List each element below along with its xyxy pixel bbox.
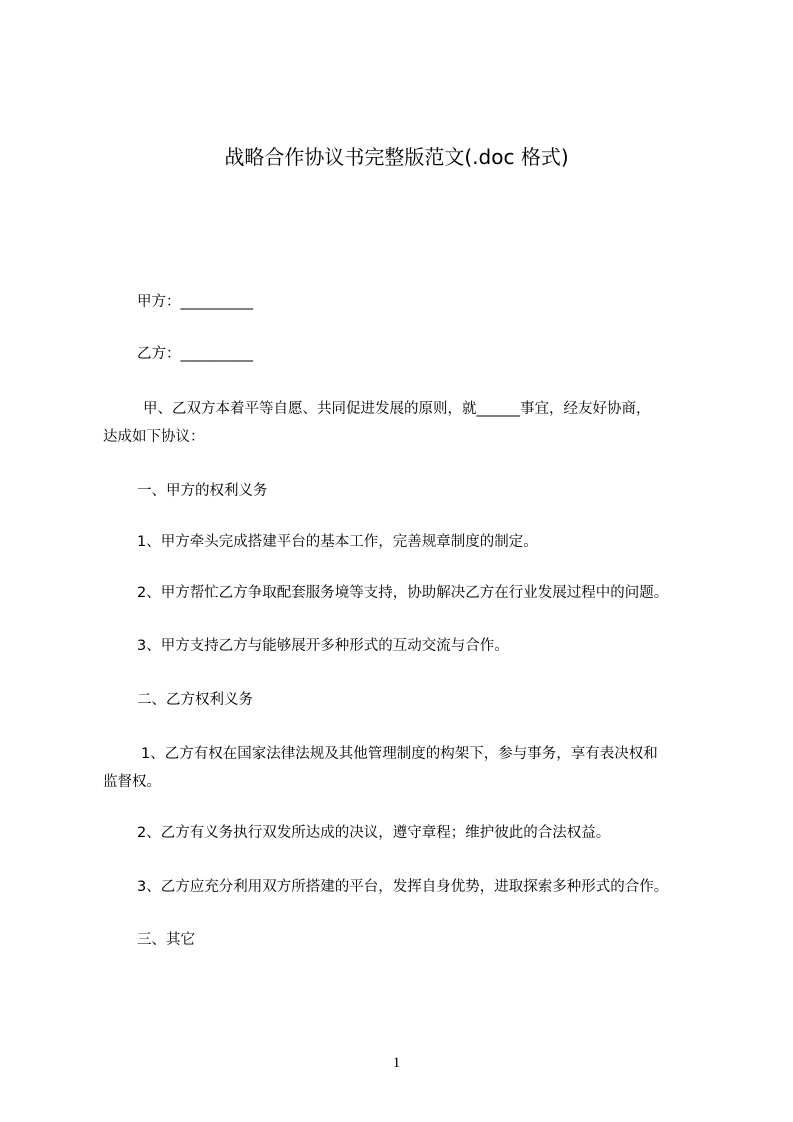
section3-heading: 三、其它 <box>137 932 195 948</box>
page-number: 1 <box>392 1055 401 1071</box>
section1-item: 2、甲方帮忙乙方争取配套服务境等支持，协助解决乙方在行业发展过程中的问题。 <box>137 585 669 601</box>
party-b-field: 乙方：__________ <box>137 346 253 362</box>
section2-heading: 二、乙方权利义务 <box>137 692 253 708</box>
intro-paragraph-line2: 达成如下协议： <box>103 429 205 445</box>
section1-heading: 一、甲方的权利义务 <box>137 483 268 499</box>
section2-item: 3、乙方应充分利用双方所搭建的平台，发挥自身优势，进取探索多种形式的合作。 <box>137 879 669 895</box>
party-a-field: 甲方：__________ <box>137 294 253 310</box>
section2-item1-line2: 监督权。 <box>103 774 161 790</box>
document-title: 战略合作协议书完整版范文(.doc 格式) <box>224 145 569 169</box>
section2-item: 2、乙方有义务执行双发所达成的决议，遵守章程；维护彼此的合法权益。 <box>137 825 611 841</box>
section1-item: 3、甲方支持乙方与能够展开多种形式的互动交流与合作。 <box>137 638 509 654</box>
section2-item1-line1: 1、乙方有权在国家法律法规及其他管理制度的构架下，参与事务，享有表决权和 <box>141 746 658 762</box>
intro-paragraph-line1: 甲、乙双方本着平等自愿、共同促进发展的原则，就______事宜，经友好协商， <box>143 401 651 417</box>
section1-item: 1、甲方牵头完成搭建平台的基本工作，完善规章制度的制定。 <box>137 534 538 550</box>
